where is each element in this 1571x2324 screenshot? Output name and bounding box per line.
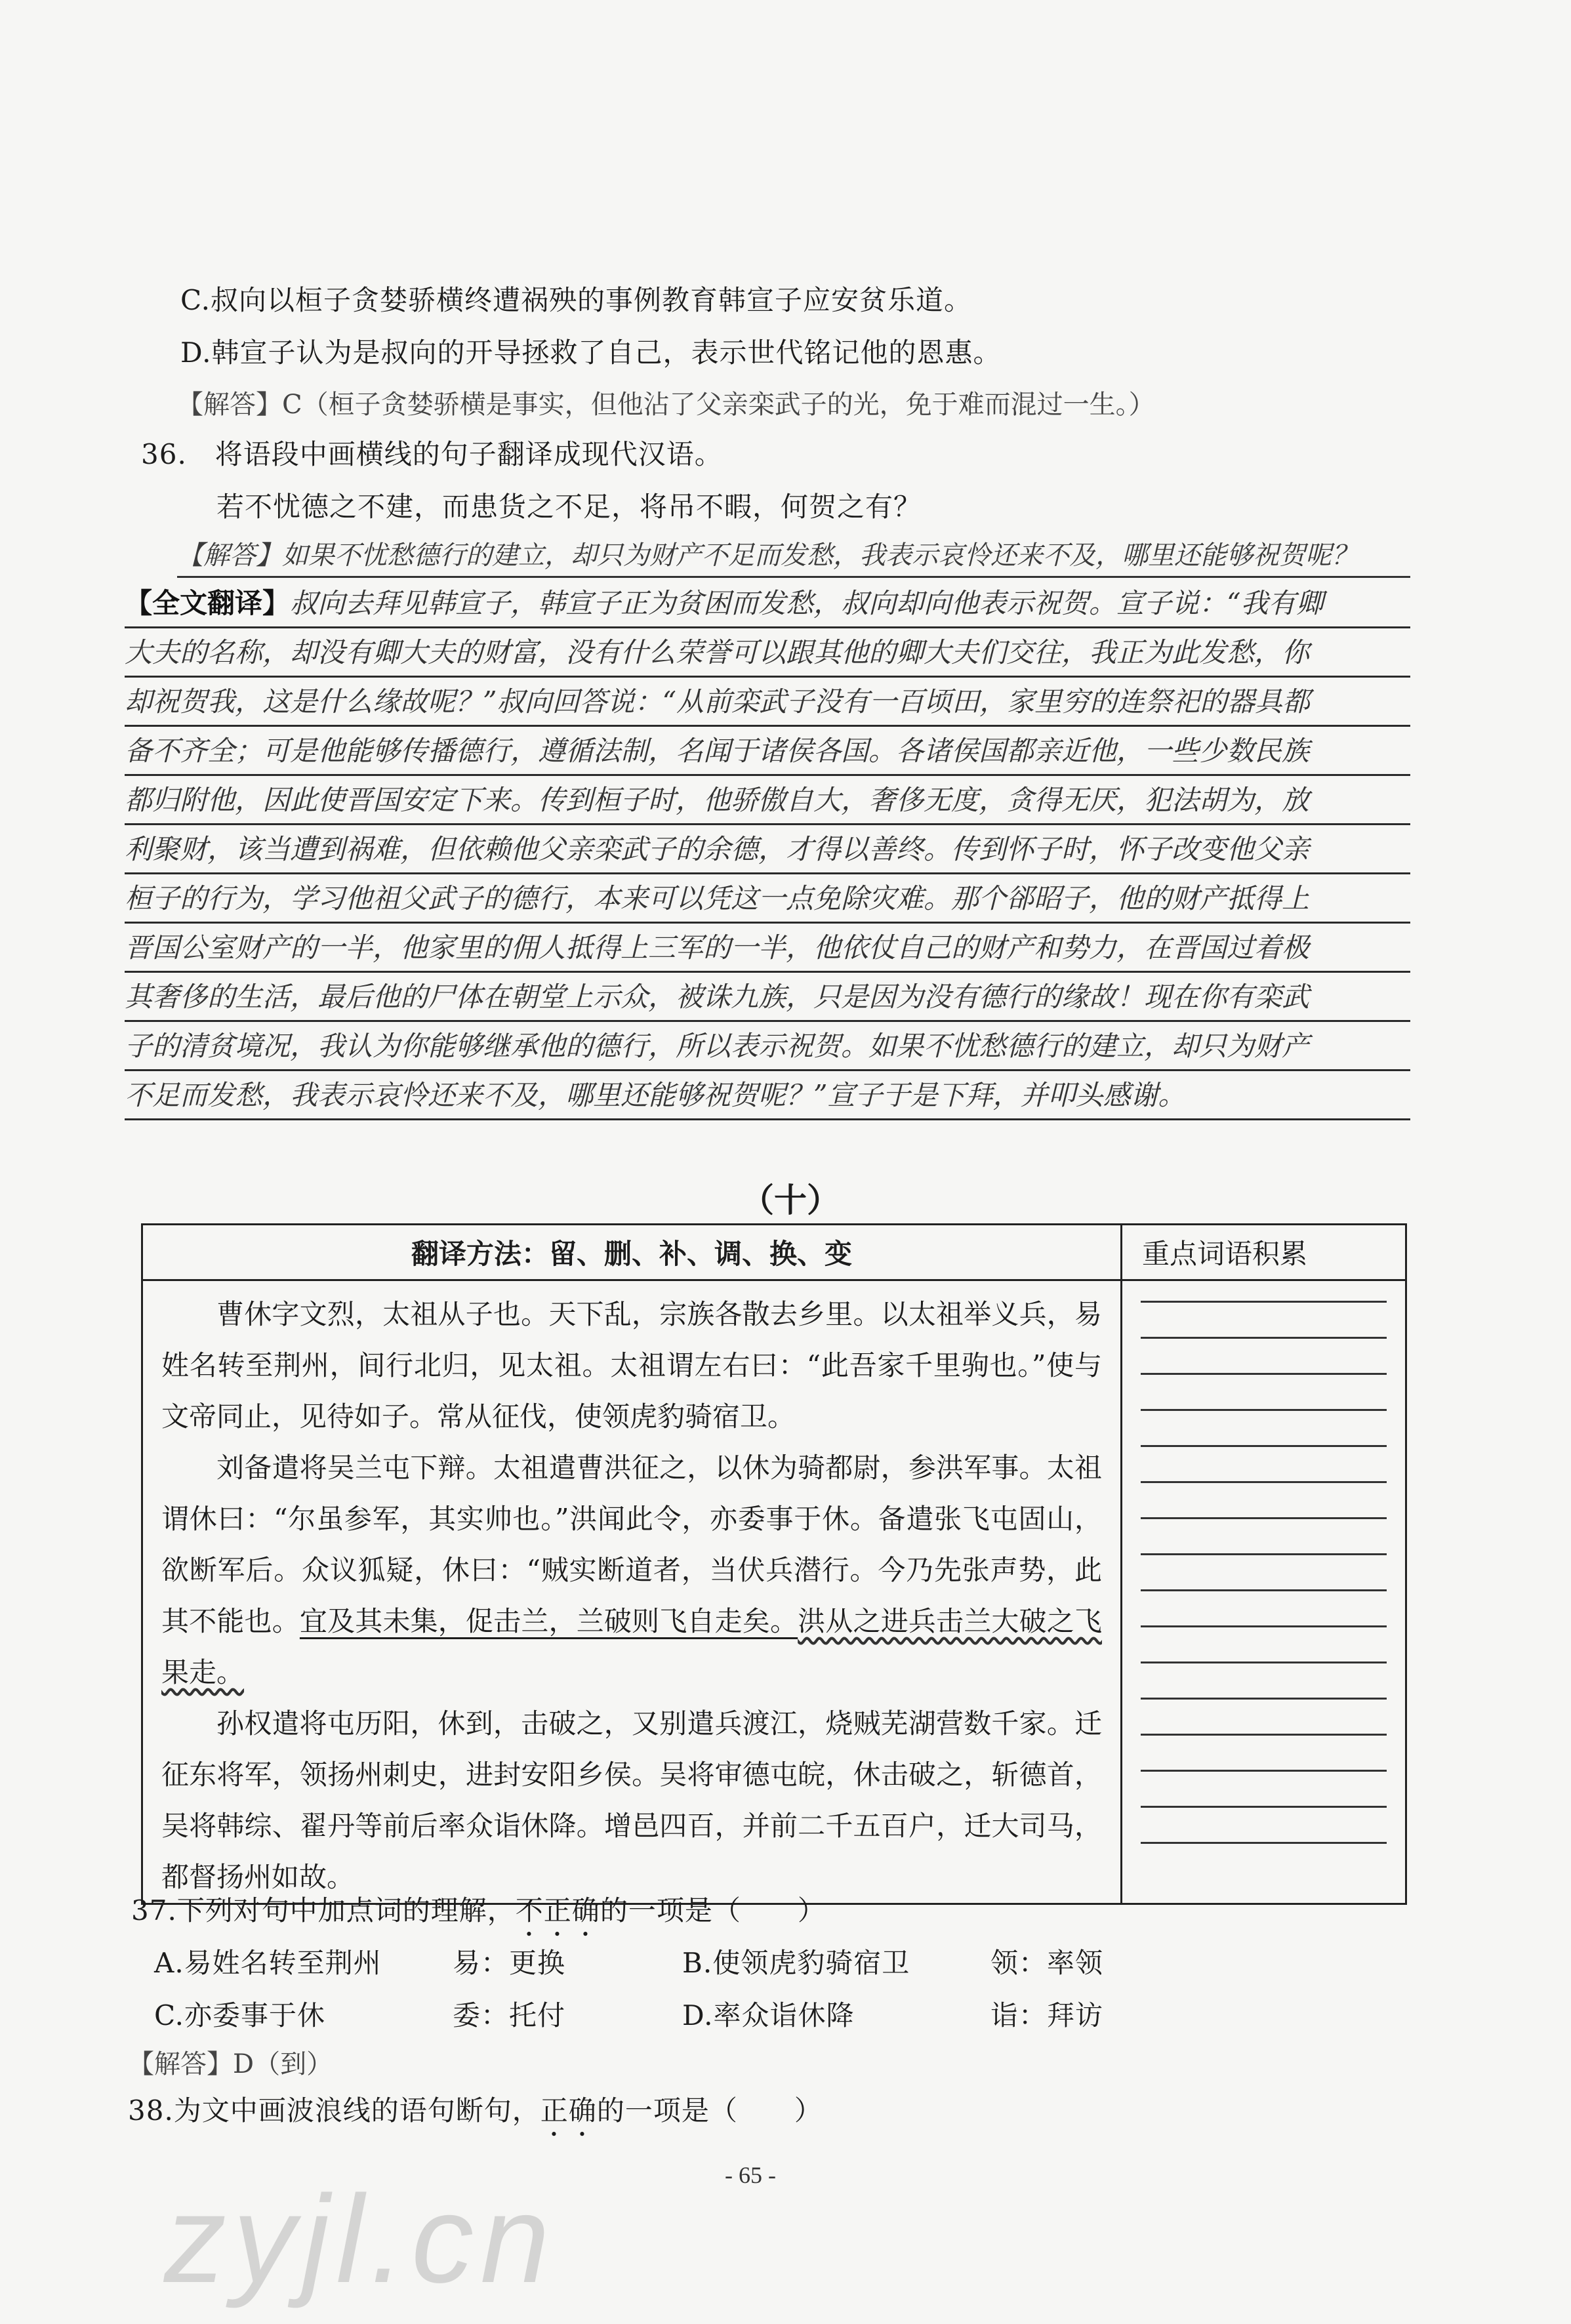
blank-line[interactable] bbox=[1141, 1589, 1387, 1591]
blank-line[interactable] bbox=[1141, 1409, 1387, 1411]
passage-para-3: 孙权遣将屯历阳，休到，击破之，又别遣兵渡江，烧贼芜湖营数千家。迁征东将军，领扬州刺史，进封安阳乡侯。吴将审德屯皖，休击破之，斩德首，吴将韩综、翟丹等前后率众诣休降。增邑四百，并前二千五百户，迁大司马，都督扬州如故。 bbox=[161, 1707, 1102, 1893]
blank-line[interactable] bbox=[1141, 1661, 1387, 1663]
translation-line: 桓子的行为，学习他祖父武子的德行，本来可以凭这一点免除灾难。那个郤昭子，他的财产抵得上 bbox=[125, 877, 1410, 924]
blank-line[interactable] bbox=[1141, 1517, 1387, 1519]
blank-line[interactable] bbox=[1141, 1625, 1387, 1627]
option-d: D.韩宣子认为是叔向的开导拯救了自己，表示世代铭记他的恩惠。 bbox=[180, 336, 1002, 369]
translation-line: 利聚财，该当遭到祸难，但依赖他父亲栾武子的余德，才得以善终。传到怀子时，怀子改变他父亲 bbox=[125, 828, 1410, 874]
translation-line: 晋国公室财产的一半，他家里的佣人抵得上三军的一半，他依仗自己的财产和势力，在晋国过着极 bbox=[125, 926, 1410, 973]
watermark: zyjl.cn bbox=[164, 2170, 556, 2309]
blank-line[interactable] bbox=[1141, 1553, 1387, 1555]
q37-gloss-d: 诣：拜访 bbox=[990, 1999, 1104, 2031]
q37-option-c: C.亦委事于休 bbox=[154, 1999, 325, 2031]
passage-table bbox=[141, 1223, 1407, 1905]
q35-answer: 【解答】C（桓子贪婪骄横是事实，但他沾了父亲栾武子的光，免于难而混过一生。） bbox=[177, 390, 1155, 420]
translation-line: 子的清贫境况，我认为你能够继承他的德行，所以表示祝贺。如果不忧愁德行的建立，却只为财产 bbox=[125, 1025, 1410, 1071]
q37-gloss-b: 领：率领 bbox=[990, 1947, 1104, 1979]
q38-stem: 38.为文中画波浪线的语句断句，正确的一项是（ ） bbox=[128, 2094, 823, 2127]
blank-line[interactable] bbox=[1141, 1481, 1387, 1483]
passage-para-2: 刘备遣将吴兰屯下辩。太祖遣曹洪征之，以休为骑都尉，参洪军事。太祖谓休曰：“尔虽参军，其实帅也。”洪闻此令，亦委事于休。备遣张飞屯固山，欲断军后。众议狐疑，休曰：“贼实断道者，当伏兵潜行。今乃先张声势，此其不能也。宜及其未集，促击兰，兰破则飞自走矣。洪从之进兵击兰大破之飞果走。 bbox=[161, 1452, 1102, 1688]
blank-line[interactable] bbox=[1141, 1734, 1387, 1736]
wavy-sentence: 洪从之进兵击兰大破之飞果走。 bbox=[161, 1605, 1102, 1688]
page-number: - 65 - bbox=[725, 2162, 776, 2188]
blank-line[interactable] bbox=[1141, 1770, 1387, 1772]
q37-gloss-c: 委：托付 bbox=[453, 1999, 566, 2031]
blank-line[interactable] bbox=[1141, 1301, 1387, 1303]
method-header: 翻译方法：留、删、补、调、换、变 bbox=[142, 1225, 1122, 1280]
blank-line[interactable] bbox=[1141, 1337, 1387, 1339]
translation-line: 备不齐全；可是他能够传播德行，遵循法制，名闻于诸侯各国。各诸侯国都亲近他，一些少数民族 bbox=[125, 729, 1410, 776]
q37-option-b: B.使领虎豹骑宿卫 bbox=[682, 1947, 910, 1979]
q36-stem: 36. 将语段中画横线的句子翻译成现代汉语。 bbox=[141, 438, 723, 470]
translation-line: 大夫的名称，却没有卿大夫的财富，没有什么荣誉可以跟其他的卿大夫们交往，我正为此发愁，你 bbox=[125, 631, 1410, 678]
underlined-sentence: 宜及其未集，促击兰，兰破则飞自走矣。 bbox=[299, 1605, 798, 1637]
section-title: （十） bbox=[741, 1181, 840, 1219]
translation-line: 不足而发愁，我表示哀怜还来不及，哪里还能够祝贺呢？”宣子于是下拜，并叩头感谢。 bbox=[125, 1074, 1410, 1120]
translation-line: 却祝贺我，这是什么缘故呢？”叔向回答说：“从前栾武子没有一百顷田，家里穷的连祭祀的器具都 bbox=[125, 680, 1410, 727]
blank-line[interactable] bbox=[1141, 1806, 1387, 1808]
q37-answer: 【解答】D（到） bbox=[128, 2049, 333, 2079]
translation-line: 其奢侈的生活，最后他的尸体在朝堂上示众，被诛九族，只是因为没有德行的缘故！现在你有栾武 bbox=[125, 975, 1410, 1022]
translation-line: 【全文翻译】叔向去拜见韩宣子，韩宣子正为贫困而发愁，叔向却向他表示祝贺。宣子说：“我有卿 bbox=[125, 582, 1410, 628]
blank-line[interactable] bbox=[1141, 1373, 1387, 1375]
passage-body bbox=[142, 1280, 1122, 1904]
q36-sentence: 若不忧德之不建，而患货之不足，将吊不暇，何贺之有？ bbox=[216, 491, 922, 523]
blank-line[interactable] bbox=[1141, 1698, 1387, 1700]
passage-para-1: 曹休字文烈，太祖从子也。天下乱，宗族各散去乡里。以太祖举义兵，易姓名转至荆州，间行北归，见太祖。太祖谓左右曰：“此吾家千里驹也。”使与文帝同止，见待如子。常从征伐，使领虎豹骑宿卫。 bbox=[161, 1298, 1102, 1433]
translation-label: 【全文翻译】 bbox=[125, 587, 291, 619]
q37-stem: 37.下列对句中加点词的理解，不正确的一项是（ ） bbox=[131, 1894, 826, 1926]
q37-gloss-a: 易：更换 bbox=[453, 1947, 566, 1979]
vocab-blanks bbox=[1122, 1280, 1406, 1904]
vocab-header: 重点词语积累 bbox=[1122, 1225, 1406, 1280]
q36-answer: 【解答】如果不忧愁德行的建立，却只为财产不足而发愁，我表示哀怜还来不及，哪里还能够祝贺呢？ bbox=[177, 535, 1410, 578]
q37-option-d: D.率众诣休降 bbox=[682, 1999, 855, 2031]
q37-option-a: A.易姓名转至荆州 bbox=[154, 1947, 382, 1979]
translation-line: 都归附他，因此使晋国安定下来。传到桓子时，他骄傲自大，奢侈无度，贪得无厌，犯法胡为，放 bbox=[125, 779, 1410, 825]
option-c: C.叔向以桓子贪婪骄横终遭祸殃的事例教育韩宣子应安贫乐道。 bbox=[180, 284, 972, 316]
blank-line[interactable] bbox=[1141, 1842, 1387, 1844]
blank-line[interactable] bbox=[1141, 1445, 1387, 1447]
